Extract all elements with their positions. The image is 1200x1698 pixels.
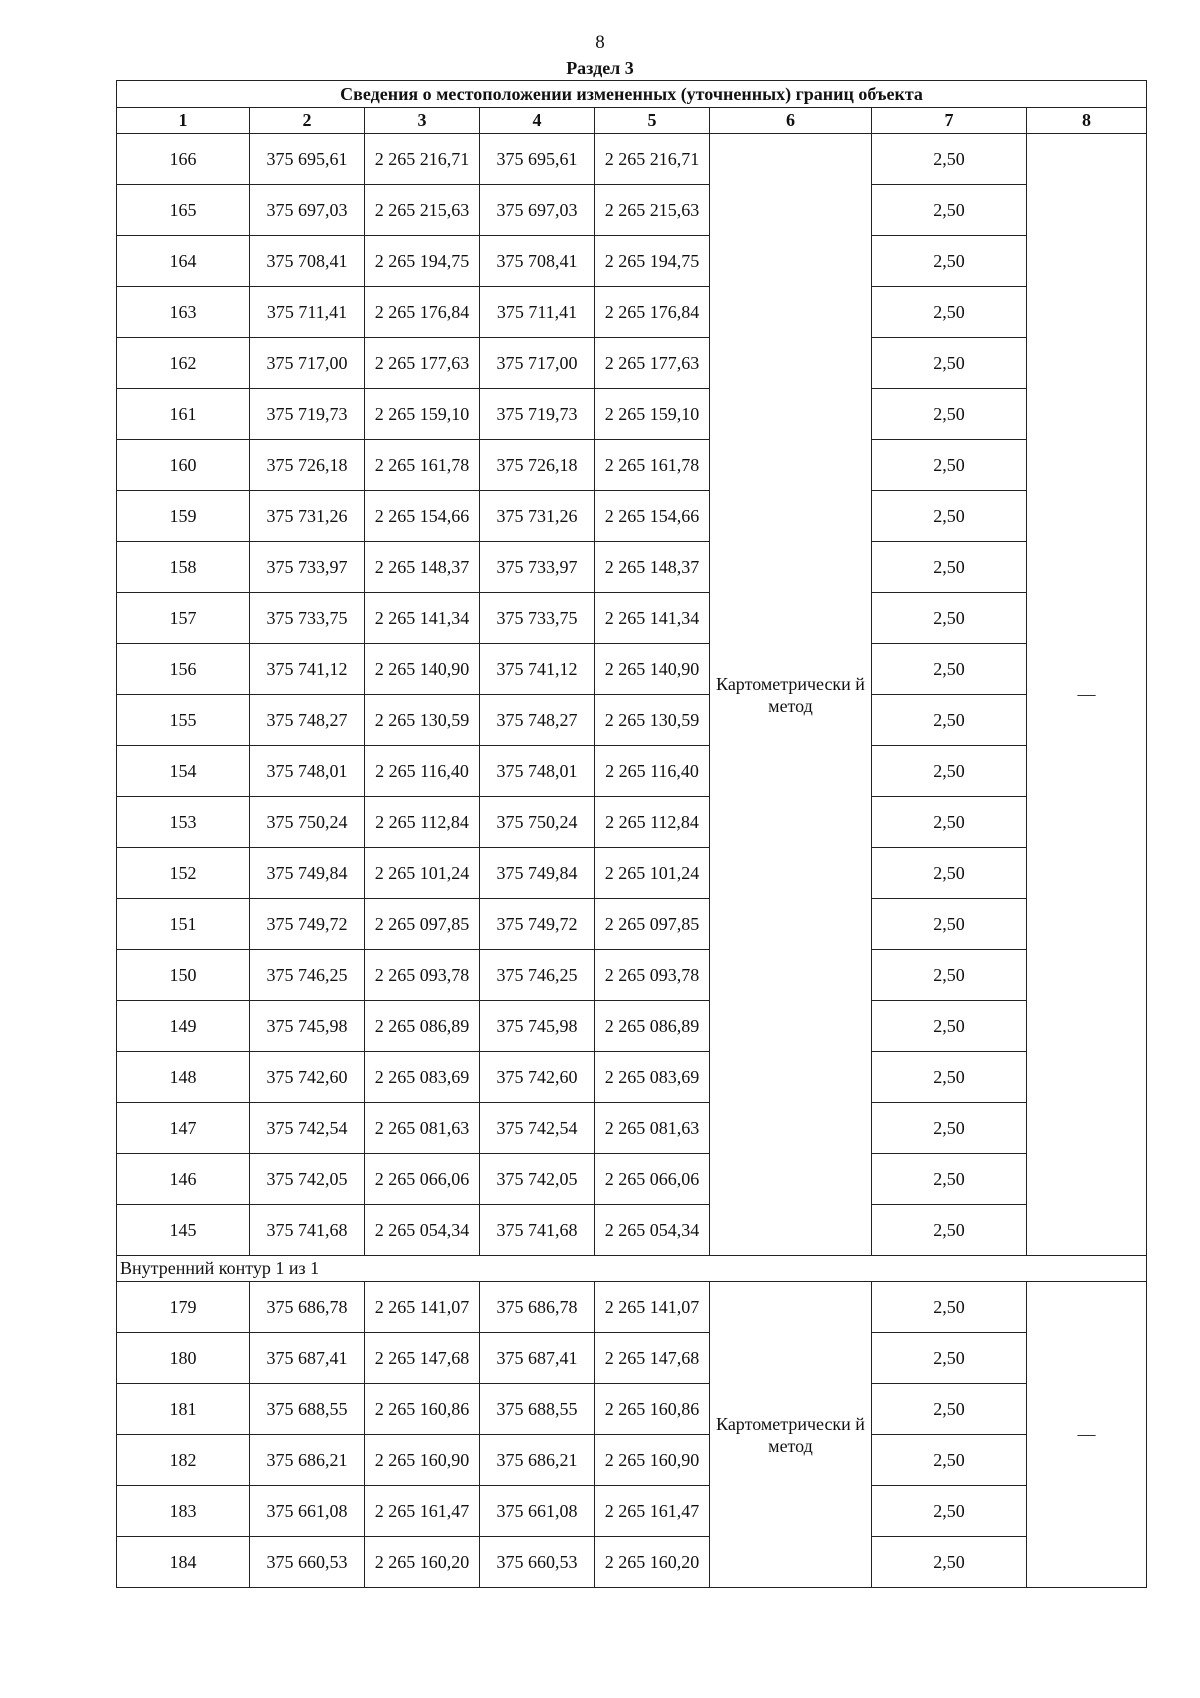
y-new-cell: 2 265 097,85 <box>595 899 710 950</box>
precision-cell: 2,50 <box>872 950 1027 1001</box>
y-new-cell: 2 265 141,07 <box>595 1282 710 1333</box>
y-new-cell: 2 265 176,84 <box>595 287 710 338</box>
x-new-cell: 375 731,26 <box>480 491 595 542</box>
precision-cell: 2,50 <box>872 236 1027 287</box>
table-row <box>117 1001 1147 1052</box>
x-old-cell: 375 661,08 <box>250 1486 365 1537</box>
table-row <box>117 389 1147 440</box>
y-old-cell: 2 265 101,24 <box>365 848 480 899</box>
y-new-cell: 2 265 140,90 <box>595 644 710 695</box>
x-new-cell: 375 741,68 <box>480 1205 595 1256</box>
table-row <box>117 1384 1147 1435</box>
y-new-cell: 2 265 054,34 <box>595 1205 710 1256</box>
x-old-cell: 375 695,61 <box>250 134 365 185</box>
y-new-cell: 2 265 148,37 <box>595 542 710 593</box>
y-new-cell: 2 265 086,89 <box>595 1001 710 1052</box>
point-number-cell: 147 <box>117 1103 250 1154</box>
point-number-cell: 162 <box>117 338 250 389</box>
x-old-cell: 375 726,18 <box>250 440 365 491</box>
table-row <box>117 1537 1147 1588</box>
x-old-cell: 375 746,25 <box>250 950 365 1001</box>
column-header: 3 <box>365 108 480 134</box>
table-row <box>117 695 1147 746</box>
x-old-cell: 375 660,53 <box>250 1537 365 1588</box>
x-old-cell: 375 708,41 <box>250 236 365 287</box>
y-new-cell: 2 265 160,20 <box>595 1537 710 1588</box>
y-old-cell: 2 265 081,63 <box>365 1103 480 1154</box>
y-new-cell: 2 265 159,10 <box>595 389 710 440</box>
y-old-cell: 2 265 161,78 <box>365 440 480 491</box>
y-old-cell: 2 265 112,84 <box>365 797 480 848</box>
table-row <box>117 1052 1147 1103</box>
column-header-row <box>117 108 1147 134</box>
point-number-cell: 157 <box>117 593 250 644</box>
y-old-cell: 2 265 159,10 <box>365 389 480 440</box>
y-new-cell: 2 265 116,40 <box>595 746 710 797</box>
point-number-cell: 145 <box>117 1205 250 1256</box>
y-old-cell: 2 265 215,63 <box>365 185 480 236</box>
y-new-cell: 2 265 066,06 <box>595 1154 710 1205</box>
precision-cell: 2,50 <box>872 1205 1027 1256</box>
table-body <box>117 134 1147 1588</box>
y-old-cell: 2 265 176,84 <box>365 287 480 338</box>
table-row <box>117 746 1147 797</box>
y-new-cell: 2 265 141,34 <box>595 593 710 644</box>
x-new-cell: 375 748,01 <box>480 746 595 797</box>
coordinates-table <box>116 80 1147 1588</box>
x-old-cell: 375 686,78 <box>250 1282 365 1333</box>
y-old-cell: 2 265 177,63 <box>365 338 480 389</box>
precision-cell: 2,50 <box>872 695 1027 746</box>
point-number-cell: 160 <box>117 440 250 491</box>
column-header: 1 <box>117 108 250 134</box>
point-number-cell: 149 <box>117 1001 250 1052</box>
precision-cell: 2,50 <box>872 644 1027 695</box>
x-old-cell: 375 717,00 <box>250 338 365 389</box>
contour-heading-row <box>117 1256 1147 1282</box>
x-new-cell: 375 697,03 <box>480 185 595 236</box>
x-old-cell: 375 733,75 <box>250 593 365 644</box>
point-number-cell: 158 <box>117 542 250 593</box>
section-title: Раздел 3 <box>566 58 634 78</box>
x-new-cell: 375 742,05 <box>480 1154 595 1205</box>
precision-cell: 2,50 <box>872 848 1027 899</box>
x-old-cell: 375 733,97 <box>250 542 365 593</box>
y-old-cell: 2 265 160,20 <box>365 1537 480 1588</box>
precision-cell: 2,50 <box>872 1282 1027 1333</box>
y-old-cell: 2 265 130,59 <box>365 695 480 746</box>
column-header: 2 <box>250 108 365 134</box>
precision-cell: 2,50 <box>872 1001 1027 1052</box>
x-new-cell: 375 688,55 <box>480 1384 595 1435</box>
point-number-cell: 146 <box>117 1154 250 1205</box>
x-new-cell: 375 726,18 <box>480 440 595 491</box>
column-header: 4 <box>480 108 595 134</box>
x-new-cell: 375 733,75 <box>480 593 595 644</box>
x-new-cell: 375 711,41 <box>480 287 595 338</box>
y-old-cell: 2 265 141,07 <box>365 1282 480 1333</box>
y-new-cell: 2 265 081,63 <box>595 1103 710 1154</box>
point-number-cell: 180 <box>117 1333 250 1384</box>
point-number-cell: 154 <box>117 746 250 797</box>
point-number-cell: 164 <box>117 236 250 287</box>
point-number-cell: 161 <box>117 389 250 440</box>
precision-cell: 2,50 <box>872 134 1027 185</box>
y-new-cell: 2 265 147,68 <box>595 1333 710 1384</box>
x-new-cell: 375 750,24 <box>480 797 595 848</box>
page-number: 8 <box>595 32 605 53</box>
x-old-cell: 375 688,55 <box>250 1384 365 1435</box>
x-old-cell: 375 742,05 <box>250 1154 365 1205</box>
point-number-cell: 150 <box>117 950 250 1001</box>
x-old-cell: 375 686,21 <box>250 1435 365 1486</box>
precision-cell: 2,50 <box>872 1103 1027 1154</box>
y-old-cell: 2 265 116,40 <box>365 746 480 797</box>
y-new-cell: 2 265 093,78 <box>595 950 710 1001</box>
y-old-cell: 2 265 160,86 <box>365 1384 480 1435</box>
precision-cell: 2,50 <box>872 1333 1027 1384</box>
x-old-cell: 375 731,26 <box>250 491 365 542</box>
y-old-cell: 2 265 161,47 <box>365 1486 480 1537</box>
table-row <box>117 797 1147 848</box>
point-number-cell: 182 <box>117 1435 250 1486</box>
x-new-cell: 375 660,53 <box>480 1537 595 1588</box>
y-new-cell: 2 265 161,47 <box>595 1486 710 1537</box>
table-row <box>117 236 1147 287</box>
note-cell: — <box>1027 134 1147 1256</box>
precision-cell: 2,50 <box>872 440 1027 491</box>
y-new-cell: 2 265 154,66 <box>595 491 710 542</box>
x-old-cell: 375 750,24 <box>250 797 365 848</box>
point-number-cell: 163 <box>117 287 250 338</box>
precision-cell: 2,50 <box>872 1384 1027 1435</box>
y-new-cell: 2 265 161,78 <box>595 440 710 491</box>
table-row <box>117 899 1147 950</box>
y-old-cell: 2 265 147,68 <box>365 1333 480 1384</box>
table-row <box>117 185 1147 236</box>
x-new-cell: 375 749,84 <box>480 848 595 899</box>
x-new-cell: 375 717,00 <box>480 338 595 389</box>
table-row <box>117 1333 1147 1384</box>
table-row <box>117 287 1147 338</box>
y-new-cell: 2 265 101,24 <box>595 848 710 899</box>
point-number-cell: 155 <box>117 695 250 746</box>
table-row <box>117 338 1147 389</box>
x-old-cell: 375 749,72 <box>250 899 365 950</box>
precision-cell: 2,50 <box>872 338 1027 389</box>
y-old-cell: 2 265 093,78 <box>365 950 480 1001</box>
x-new-cell: 375 742,60 <box>480 1052 595 1103</box>
x-old-cell: 375 711,41 <box>250 287 365 338</box>
table-row <box>117 950 1147 1001</box>
x-new-cell: 375 686,78 <box>480 1282 595 1333</box>
x-new-cell: 375 686,21 <box>480 1435 595 1486</box>
x-new-cell: 375 687,41 <box>480 1333 595 1384</box>
x-old-cell: 375 719,73 <box>250 389 365 440</box>
point-number-cell: 179 <box>117 1282 250 1333</box>
precision-cell: 2,50 <box>872 797 1027 848</box>
table-row <box>117 848 1147 899</box>
note-cell: — <box>1027 1282 1147 1588</box>
precision-cell: 2,50 <box>872 1537 1027 1588</box>
x-new-cell: 375 733,97 <box>480 542 595 593</box>
precision-cell: 2,50 <box>872 899 1027 950</box>
y-old-cell: 2 265 086,89 <box>365 1001 480 1052</box>
point-number-cell: 183 <box>117 1486 250 1537</box>
y-old-cell: 2 265 054,34 <box>365 1205 480 1256</box>
y-new-cell: 2 265 194,75 <box>595 236 710 287</box>
y-old-cell: 2 265 097,85 <box>365 899 480 950</box>
point-number-cell: 184 <box>117 1537 250 1588</box>
precision-cell: 2,50 <box>872 287 1027 338</box>
x-old-cell: 375 741,68 <box>250 1205 365 1256</box>
precision-cell: 2,50 <box>872 389 1027 440</box>
x-new-cell: 375 708,41 <box>480 236 595 287</box>
x-new-cell: 375 741,12 <box>480 644 595 695</box>
y-new-cell: 2 265 160,86 <box>595 1384 710 1435</box>
column-header: 6 <box>710 108 872 134</box>
precision-cell: 2,50 <box>872 491 1027 542</box>
x-old-cell: 375 749,84 <box>250 848 365 899</box>
precision-cell: 2,50 <box>872 1486 1027 1537</box>
point-number-cell: 153 <box>117 797 250 848</box>
y-new-cell: 2 265 160,90 <box>595 1435 710 1486</box>
y-new-cell: 2 265 112,84 <box>595 797 710 848</box>
precision-cell: 2,50 <box>872 1435 1027 1486</box>
table-row <box>117 491 1147 542</box>
table-row <box>117 1486 1147 1537</box>
x-new-cell: 375 719,73 <box>480 389 595 440</box>
y-old-cell: 2 265 083,69 <box>365 1052 480 1103</box>
table-row <box>117 542 1147 593</box>
y-new-cell: 2 265 083,69 <box>595 1052 710 1103</box>
y-old-cell: 2 265 194,75 <box>365 236 480 287</box>
y-old-cell: 2 265 154,66 <box>365 491 480 542</box>
precision-cell: 2,50 <box>872 746 1027 797</box>
point-number-cell: 151 <box>117 899 250 950</box>
x-old-cell: 375 748,01 <box>250 746 365 797</box>
point-number-cell: 156 <box>117 644 250 695</box>
point-number-cell: 159 <box>117 491 250 542</box>
y-old-cell: 2 265 141,34 <box>365 593 480 644</box>
x-new-cell: 375 749,72 <box>480 899 595 950</box>
point-number-cell: 166 <box>117 134 250 185</box>
x-old-cell: 375 741,12 <box>250 644 365 695</box>
x-new-cell: 375 748,27 <box>480 695 595 746</box>
y-old-cell: 2 265 140,90 <box>365 644 480 695</box>
point-number-cell: 165 <box>117 185 250 236</box>
column-header: 8 <box>1027 108 1147 134</box>
table-row <box>117 1435 1147 1486</box>
y-old-cell: 2 265 148,37 <box>365 542 480 593</box>
method-cell: Картометрически й метод <box>710 1282 872 1588</box>
y-new-cell: 2 265 177,63 <box>595 338 710 389</box>
table-caption: Сведения о местоположении измененных (уточненных) границ объекта <box>117 81 1147 108</box>
y-new-cell: 2 265 216,71 <box>595 134 710 185</box>
table-row <box>117 644 1147 695</box>
x-old-cell: 375 742,54 <box>250 1103 365 1154</box>
table-row <box>117 1282 1147 1333</box>
column-header: 5 <box>595 108 710 134</box>
x-old-cell: 375 697,03 <box>250 185 365 236</box>
table-row <box>117 134 1147 185</box>
contour-heading: Внутренний контур 1 из 1 <box>117 1256 1147 1282</box>
x-new-cell: 375 695,61 <box>480 134 595 185</box>
method-cell: Картометрически й метод <box>710 134 872 1256</box>
x-new-cell: 375 661,08 <box>480 1486 595 1537</box>
precision-cell: 2,50 <box>872 185 1027 236</box>
y-old-cell: 2 265 160,90 <box>365 1435 480 1486</box>
precision-cell: 2,50 <box>872 1052 1027 1103</box>
table-row <box>117 440 1147 491</box>
x-old-cell: 375 742,60 <box>250 1052 365 1103</box>
y-new-cell: 2 265 215,63 <box>595 185 710 236</box>
x-old-cell: 375 748,27 <box>250 695 365 746</box>
table-row <box>117 1154 1147 1205</box>
x-new-cell: 375 746,25 <box>480 950 595 1001</box>
x-old-cell: 375 745,98 <box>250 1001 365 1052</box>
table-row <box>117 1103 1147 1154</box>
precision-cell: 2,50 <box>872 542 1027 593</box>
point-number-cell: 148 <box>117 1052 250 1103</box>
point-number-cell: 152 <box>117 848 250 899</box>
precision-cell: 2,50 <box>872 593 1027 644</box>
table-row <box>117 593 1147 644</box>
x-new-cell: 375 745,98 <box>480 1001 595 1052</box>
point-number-cell: 181 <box>117 1384 250 1435</box>
y-old-cell: 2 265 066,06 <box>365 1154 480 1205</box>
table-row <box>117 1205 1147 1256</box>
y-new-cell: 2 265 130,59 <box>595 695 710 746</box>
x-new-cell: 375 742,54 <box>480 1103 595 1154</box>
precision-cell: 2,50 <box>872 1154 1027 1205</box>
y-old-cell: 2 265 216,71 <box>365 134 480 185</box>
column-header: 7 <box>872 108 1027 134</box>
x-old-cell: 375 687,41 <box>250 1333 365 1384</box>
